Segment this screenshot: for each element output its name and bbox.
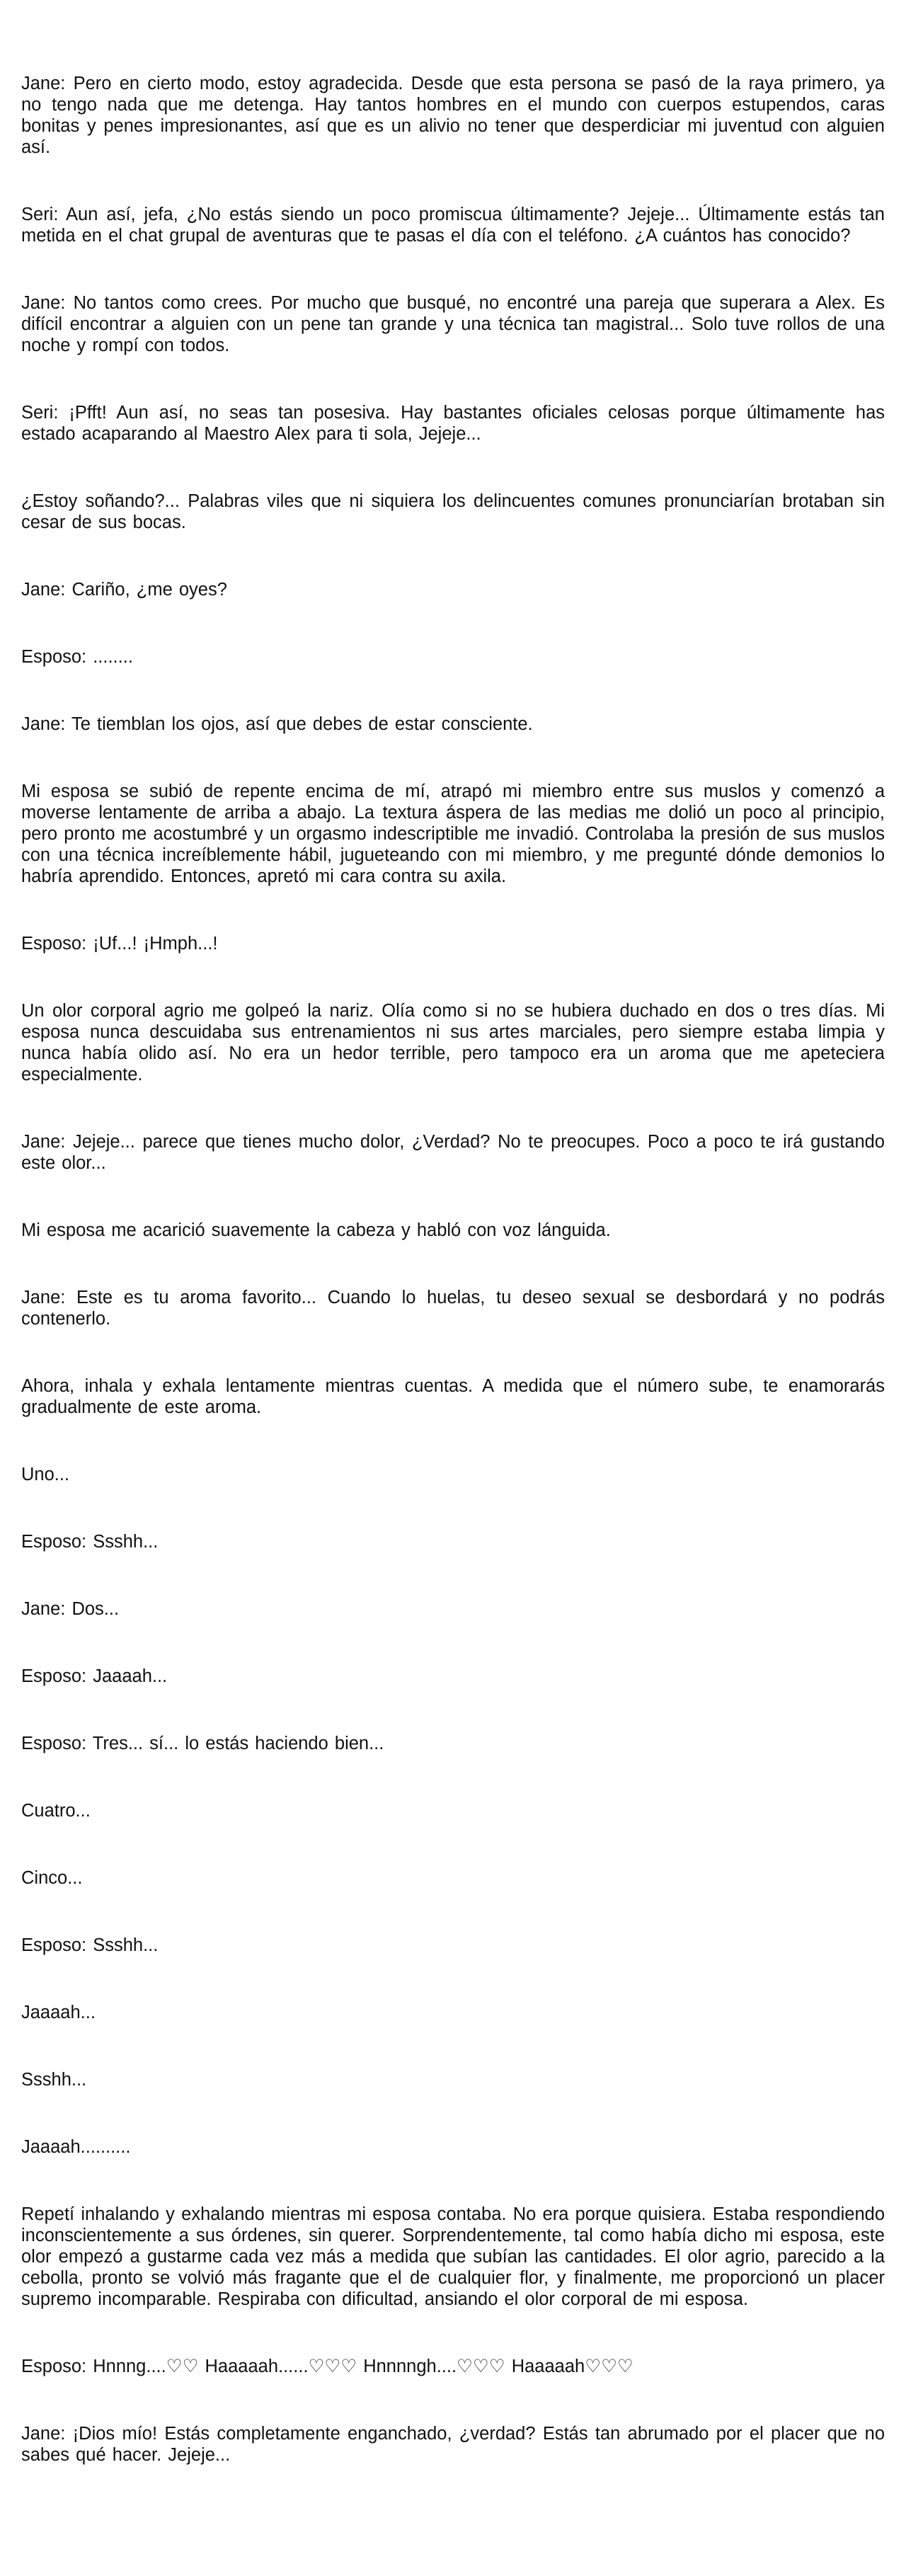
paragraph: Ssshh... xyxy=(21,2070,87,2090)
paragraph: Jane: Te tiemblan los ojos, así que debes de estar consciente. xyxy=(21,714,533,734)
paragraph: Esposo: Ssshh... xyxy=(21,1935,159,1955)
paragraph: Esposo: ........ xyxy=(21,647,133,667)
paragraph: Ahora, inhala y exhala lentamente mientras cuentas. A medida que el número sube, te enamorarás gradualmente de este aroma. xyxy=(21,1376,885,1417)
paragraph: Uno... xyxy=(21,1465,70,1484)
paragraph: Esposo: Jaaaah... xyxy=(21,1666,168,1686)
paragraph: Esposo: Hnnng....♡♡ Haaaaah......♡♡♡ Hnnnngh....♡♡♡ Haaaaah♡♡♡ xyxy=(21,2357,633,2376)
paragraph: Jane: Cariño, ¿me oyes? xyxy=(21,580,227,600)
paragraph: Jane: ¡Dios mío! Estás completamente enganchado, ¿verdad? Estás tan abrumado por el placer que no sabes qué hacer. Jejeje... xyxy=(21,2424,885,2465)
paragraph: Esposo: Tres... sí... lo estás haciendo bien... xyxy=(21,1734,384,1753)
paragraph: Un olor corporal agrio me golpeó la nariz. Olía como si no se hubiera duchado en dos o tres días. Mi esposa nunca descuidaba sus entrenamientos ni sus artes marciales, pero siempre estaba limpia y nunca había olido así. No era un hedor terrible, pero tampoco era un aroma que me apeteciera especialmente. xyxy=(21,1001,885,1084)
paragraph: ¿Estoy soñando?... Palabras viles que ni siquiera los delincuentes comunes pronunciarían brotaban sin cesar de sus bocas. xyxy=(21,491,885,532)
paragraph: Jane: Dos... xyxy=(21,1599,120,1619)
paragraph: Seri: ¡Pfft! Aun así, no seas tan posesiva. Hay bastantes oficiales celosas porque últimamente has estado acaparando al Maestro Alex para ti sola, Jejeje... xyxy=(21,403,885,444)
paragraph: Seri: Aun así, jefa, ¿No estás siendo un poco promiscua últimamente? Jejeje... Últimamente estás tan metida en el chat grupal de aventuras que te pasas el día con el teléfono. ¿A cuántos has conocido? xyxy=(21,205,885,246)
paragraph: Jane: Este es tu aroma favorito... Cuando lo huelas, tu deseo sexual se desbordará y no podrás contenerlo. xyxy=(21,1288,885,1329)
paragraph: Esposo: ¡Uf...! ¡Hmph...! xyxy=(21,934,218,954)
paragraph: Mi esposa se subió de repente encima de mí, atrapó mi miembro entre sus muslos y comenzó a moverse lentamente de arriba a abajo. La textura áspera de las medias me dolió un poco al principio, pero pronto me acostumbré y un orgasmo indescriptible me invadió. Controlaba la presión de sus muslos con una técnica increíblemente hábil, jugueteando con mi miembro, y me pregunté dónde demonios lo habría aprendido. Entonces, apretó mi cara contra su axila. xyxy=(21,782,885,886)
paragraph: Mi esposa me acarició suavemente la cabeza y habló con voz lánguida. xyxy=(21,1220,611,1240)
paragraph: Repetí inhalando y exhalando mientras mi esposa contaba. No era porque quisiera. Estaba respondiendo inconscientemente a sus órdenes, sin querer. Sorprendentemente, tal como había dicho mi esposa, este olor empezó a gustarme cada vez más a medida que subían las cantidades. El olor agrio, parecido a la cebolla, pronto se volvió más fragante que el de cualquier flor, y finalmente, me proporcionó un placer supremo incomparable. Respiraba con dificultad, ansiando el olor corporal de mi esposa. xyxy=(21,2204,885,2309)
paragraph: Jane: Jejeje... parece que tienes mucho dolor, ¿Verdad? No te preocupes. Poco a poco te irá gustando este olor... xyxy=(21,1132,885,1173)
paragraph: Jaaaah.......... xyxy=(21,2137,131,2157)
paragraph: Jaaaah... xyxy=(21,2003,96,2022)
paragraph: Jane: No tantos como crees. Por mucho que busqué, no encontré una pareja que superara a Alex. Es difícil encontrar a alguien con un pene tan grande y una técnica tan magistral... Solo tuve rollos de una noche y rompí con todos. xyxy=(21,293,885,355)
paragraph: Esposo: Ssshh... xyxy=(21,1532,159,1552)
paragraph: Jane: Pero en cierto modo, estoy agradecida. Desde que esta persona se pasó de la raya primero, ya no tengo nada que me detenga. Hay tantos hombres en el mundo con cuerpos estupendos, caras bonitas y penes impresionantes, así que es un alivio no tener que desperdiciar mi juventud con alguien así. xyxy=(21,74,885,157)
paragraph: Cinco... xyxy=(21,1868,83,1888)
paragraph: Cuatro... xyxy=(21,1801,91,1821)
